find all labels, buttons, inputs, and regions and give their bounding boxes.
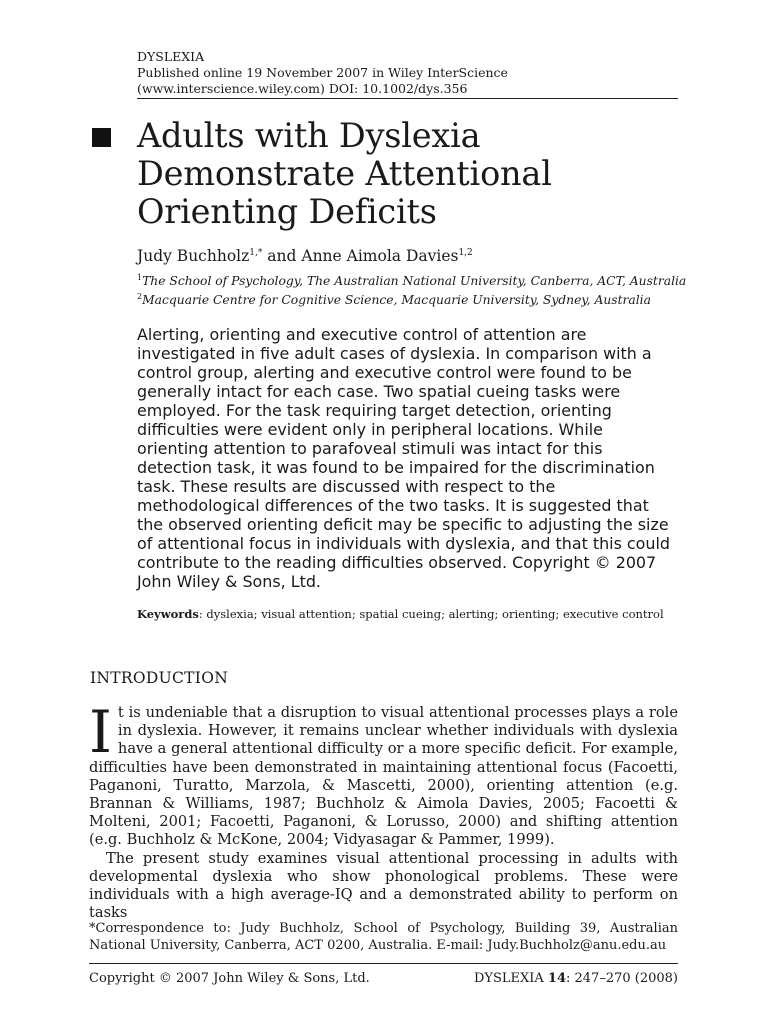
header-divider xyxy=(137,98,678,99)
title-bullet-icon xyxy=(92,128,111,147)
abstract xyxy=(137,325,679,591)
journal-header xyxy=(137,49,508,97)
keywords xyxy=(137,607,664,622)
footer-divider xyxy=(89,963,678,964)
publication-line: Published online 19 November 2007 in Wiley InterScience xyxy=(137,65,508,80)
author-list xyxy=(137,243,473,266)
article-title xyxy=(137,117,697,231)
title-line-3: Orienting Deficits xyxy=(137,192,437,231)
title-line-2: Demonstrate Attentional xyxy=(137,154,552,193)
affiliation-1: $^1$The School of Psychology, The Australian National University, Canberra, ACT, Australia xyxy=(137,273,687,288)
introduction-body xyxy=(89,698,678,922)
volume-number: 14 xyxy=(547,971,566,986)
journal-name: DYSLEXIA xyxy=(137,49,205,64)
abstract-text: Alerting, orienting and executive control of attention are investigated in five adult cases of dyslexia. In comparison with a control group, alerting and executive control were found to be generally intact for each case. Two spatial cueing tasks were employed. For the task requiring target detection, orienting difficulties were evident only in peripheral locations. While orienting attention to parafoveal stimuli was intact for this detection task, it was found to be impaired for the discrimination task. These results are discussed with respect to the methodological differences of the two tasks. It is suggested that the observed orienting deficit may be specific to adjusting the size of attentional focus in individuals with dyslexia, and that this could contribute to the reading difficulties observed. Copyright © 2007 John Wiley & Sons, Ltd. xyxy=(137,325,670,591)
intro-paragraph-1: It is undeniable that a disruption to visual attentional processes plays a role in dyslexia. However, it remains unclear whether individuals with dyslexia have a general attentional difficulty or a more specific deficit. For example, difficulties have been demonstrated in maintaining attentional focus (Facoetti, Paganoni, Turatto, Marzola, & Mascetti, 2000), orienting attention (e.g. Brannan & Williams, 1987; Buchholz & Aimola Davies, 2005; Facoetti & Molteni, 2001; Facoetti, Paganoni, & Lorusso, 2000) and shifting attention (e.g. Buchholz & McKone, 2004; Vidyasagar & Pammer, 1999). xyxy=(89,698,678,849)
author-1-affil-marker: 1,* xyxy=(249,248,263,258)
footer-copyright: Copyright © 2007 John Wiley & Sons, Ltd. xyxy=(89,971,370,986)
author-2-affil-marker: 1,2 xyxy=(458,248,473,258)
affiliation-2: $^2$Macquarie Centre for Cognitive Science, Macquarie University, Sydney, Australia xyxy=(137,292,651,307)
drop-cap: I xyxy=(89,698,112,766)
title-line-1: Adults with Dyslexia xyxy=(137,116,481,155)
keywords-values: : dyslexia; visual attention; spatial cueing; alerting; orienting; executive control xyxy=(198,607,664,621)
section-heading-introduction: INTRODUCTION xyxy=(90,669,229,687)
correspondence-footnote: *Correspondence to: Judy Buchholz, School of Psychology, Building 39, Australian National University, Canberra, ACT 0200, Australia. E-mail: Judy.Buchholz@anu.edu.au xyxy=(89,921,678,953)
doi-line: (www.interscience.wiley.com) DOI: 10.1002/dys.356 xyxy=(137,81,468,96)
keywords-label: Keywords xyxy=(137,607,199,621)
footer-citation: DYSLEXIA 14: 247–270 (2008) xyxy=(473,971,678,986)
affiliations xyxy=(137,270,686,308)
intro-paragraph-2: The present study examines visual attentional processing in adults with developmental dyslexia who show phonological problems. These were individuals with a high average-IQ and a demonstrated ability to perform on tasks xyxy=(89,849,678,922)
author-1: Judy Buchholz xyxy=(137,247,250,265)
author-2: and Anne Aimola Davies xyxy=(262,247,459,265)
